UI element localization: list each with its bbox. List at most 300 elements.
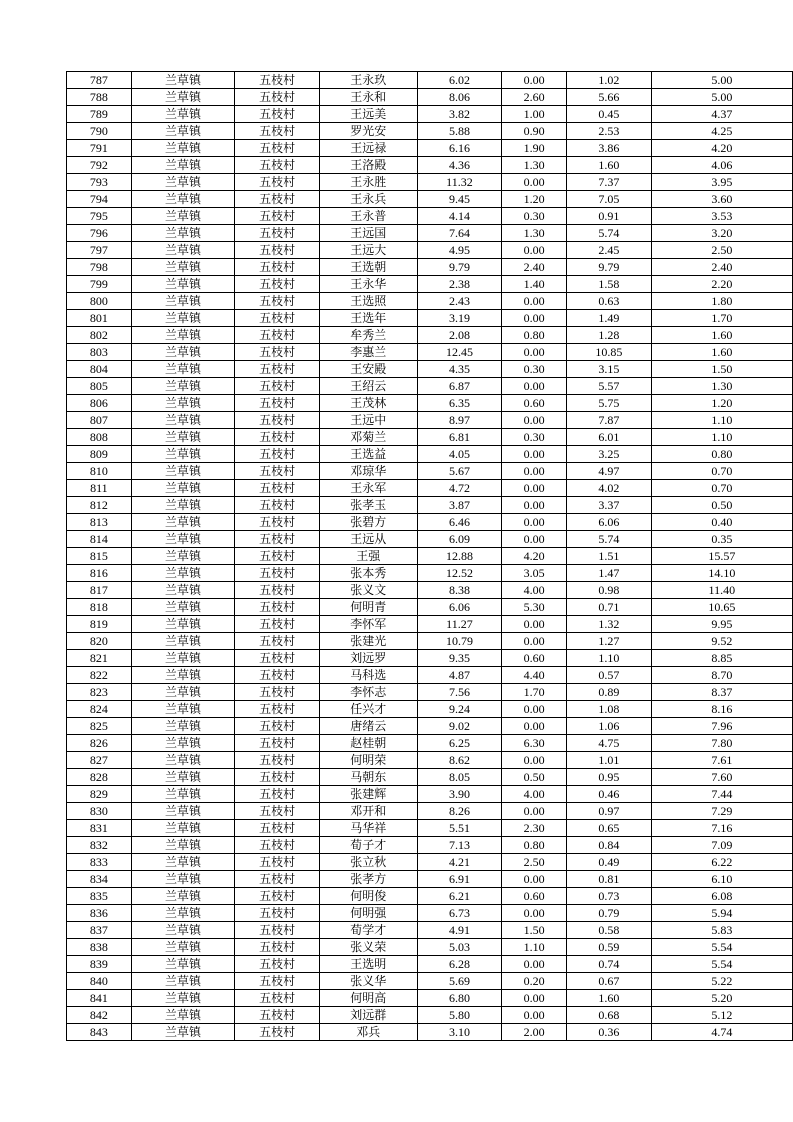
name-cell: 刘远群 <box>320 1007 418 1024</box>
value-b-cell: 1.20 <box>502 191 567 208</box>
value-c-cell: 0.58 <box>567 922 652 939</box>
town-cell: 兰草镇 <box>131 106 235 123</box>
value-c-cell: 3.15 <box>567 361 652 378</box>
village-cell: 五枝村 <box>235 140 320 157</box>
name-cell: 邓兵 <box>320 1024 418 1041</box>
row-number: 837 <box>67 922 132 939</box>
table-row <box>67 378 793 395</box>
value-a-cell: 6.21 <box>417 888 502 905</box>
village-cell: 五枝村 <box>235 599 320 616</box>
value-c-cell: 3.25 <box>567 446 652 463</box>
town-cell: 兰草镇 <box>131 582 235 599</box>
town-cell: 兰草镇 <box>131 718 235 735</box>
value-d-cell: 3.53 <box>651 208 792 225</box>
town-cell: 兰草镇 <box>131 990 235 1007</box>
value-b-cell: 0.00 <box>502 378 567 395</box>
village-cell: 五枝村 <box>235 548 320 565</box>
table-row <box>67 684 793 701</box>
village-cell: 五枝村 <box>235 633 320 650</box>
value-a-cell: 4.05 <box>417 446 502 463</box>
row-number: 832 <box>67 837 132 854</box>
value-b-cell: 3.05 <box>502 565 567 582</box>
table-row <box>67 514 793 531</box>
row-number: 821 <box>67 650 132 667</box>
town-cell: 兰草镇 <box>131 786 235 803</box>
table-row <box>67 157 793 174</box>
town-cell: 兰草镇 <box>131 242 235 259</box>
name-cell: 王选朝 <box>320 259 418 276</box>
row-number: 801 <box>67 310 132 327</box>
value-b-cell: 0.00 <box>502 905 567 922</box>
village-cell: 五枝村 <box>235 89 320 106</box>
table-row <box>67 803 793 820</box>
row-number: 806 <box>67 395 132 412</box>
value-c-cell: 5.74 <box>567 225 652 242</box>
value-a-cell: 12.88 <box>417 548 502 565</box>
value-d-cell: 1.10 <box>651 429 792 446</box>
row-number: 805 <box>67 378 132 395</box>
value-d-cell: 10.65 <box>651 599 792 616</box>
town-cell: 兰草镇 <box>131 769 235 786</box>
town-cell: 兰草镇 <box>131 854 235 871</box>
value-a-cell: 5.03 <box>417 939 502 956</box>
value-a-cell: 11.32 <box>417 174 502 191</box>
row-number: 795 <box>67 208 132 225</box>
village-cell: 五枝村 <box>235 786 320 803</box>
name-cell: 王远大 <box>320 242 418 259</box>
row-number: 835 <box>67 888 132 905</box>
value-b-cell: 2.30 <box>502 820 567 837</box>
value-b-cell: 0.20 <box>502 973 567 990</box>
value-b-cell: 4.00 <box>502 786 567 803</box>
value-b-cell: 0.00 <box>502 497 567 514</box>
row-number: 827 <box>67 752 132 769</box>
table-row <box>67 395 793 412</box>
value-c-cell: 3.86 <box>567 140 652 157</box>
row-number: 790 <box>67 123 132 140</box>
table-row <box>67 650 793 667</box>
name-cell: 马朝东 <box>320 769 418 786</box>
value-a-cell: 5.80 <box>417 1007 502 1024</box>
name-cell: 张本秀 <box>320 565 418 582</box>
value-d-cell: 4.74 <box>651 1024 792 1041</box>
value-a-cell: 2.08 <box>417 327 502 344</box>
value-a-cell: 6.16 <box>417 140 502 157</box>
town-cell: 兰草镇 <box>131 701 235 718</box>
value-c-cell: 0.73 <box>567 888 652 905</box>
village-cell: 五枝村 <box>235 225 320 242</box>
value-b-cell: 1.70 <box>502 684 567 701</box>
value-d-cell: 6.10 <box>651 871 792 888</box>
town-cell: 兰草镇 <box>131 378 235 395</box>
table-row <box>67 973 793 990</box>
value-c-cell: 5.74 <box>567 531 652 548</box>
village-cell: 五枝村 <box>235 735 320 752</box>
value-d-cell: 4.06 <box>651 157 792 174</box>
table-row <box>67 276 793 293</box>
town-cell: 兰草镇 <box>131 361 235 378</box>
value-b-cell: 4.40 <box>502 667 567 684</box>
value-c-cell: 1.27 <box>567 633 652 650</box>
name-cell: 荀子才 <box>320 837 418 854</box>
value-a-cell: 3.87 <box>417 497 502 514</box>
town-cell: 兰草镇 <box>131 667 235 684</box>
row-number: 817 <box>67 582 132 599</box>
table-row <box>67 769 793 786</box>
data-table <box>66 71 793 1041</box>
village-cell: 五枝村 <box>235 463 320 480</box>
town-cell: 兰草镇 <box>131 497 235 514</box>
table-row <box>67 531 793 548</box>
town-cell: 兰草镇 <box>131 973 235 990</box>
value-d-cell: 8.37 <box>651 684 792 701</box>
value-a-cell: 7.56 <box>417 684 502 701</box>
table-row <box>67 480 793 497</box>
row-number: 840 <box>67 973 132 990</box>
row-number: 804 <box>67 361 132 378</box>
name-cell: 赵桂朝 <box>320 735 418 752</box>
value-c-cell: 5.75 <box>567 395 652 412</box>
value-c-cell: 10.85 <box>567 344 652 361</box>
village-cell: 五枝村 <box>235 888 320 905</box>
value-a-cell: 6.87 <box>417 378 502 395</box>
value-c-cell: 5.66 <box>567 89 652 106</box>
table-row <box>67 310 793 327</box>
row-number: 800 <box>67 293 132 310</box>
town-cell: 兰草镇 <box>131 480 235 497</box>
value-d-cell: 4.20 <box>651 140 792 157</box>
name-cell: 邓开和 <box>320 803 418 820</box>
value-b-cell: 0.00 <box>502 480 567 497</box>
value-d-cell: 9.52 <box>651 633 792 650</box>
table-row <box>67 922 793 939</box>
village-cell: 五枝村 <box>235 769 320 786</box>
table-row <box>67 327 793 344</box>
village-cell: 五枝村 <box>235 684 320 701</box>
value-d-cell: 0.40 <box>651 514 792 531</box>
name-cell: 王永军 <box>320 480 418 497</box>
table-row <box>67 786 793 803</box>
value-a-cell: 12.52 <box>417 565 502 582</box>
town-cell: 兰草镇 <box>131 412 235 429</box>
value-a-cell: 6.80 <box>417 990 502 1007</box>
value-a-cell: 9.79 <box>417 259 502 276</box>
name-cell: 王永玖 <box>320 72 418 89</box>
value-a-cell: 3.82 <box>417 106 502 123</box>
village-cell: 五枝村 <box>235 531 320 548</box>
table-row <box>67 242 793 259</box>
table-body <box>67 72 793 1041</box>
village-cell: 五枝村 <box>235 752 320 769</box>
value-a-cell: 8.06 <box>417 89 502 106</box>
table-row <box>67 837 793 854</box>
town-cell: 兰草镇 <box>131 276 235 293</box>
town-cell: 兰草镇 <box>131 140 235 157</box>
value-b-cell: 1.10 <box>502 939 567 956</box>
value-a-cell: 6.09 <box>417 531 502 548</box>
row-number: 825 <box>67 718 132 735</box>
table-row <box>67 701 793 718</box>
value-c-cell: 1.32 <box>567 616 652 633</box>
name-cell: 王远从 <box>320 531 418 548</box>
village-cell: 五枝村 <box>235 480 320 497</box>
value-b-cell: 0.00 <box>502 72 567 89</box>
table-row <box>67 548 793 565</box>
table-row <box>67 412 793 429</box>
value-b-cell: 0.00 <box>502 871 567 888</box>
name-cell: 何明俊 <box>320 888 418 905</box>
name-cell: 张建辉 <box>320 786 418 803</box>
row-number: 797 <box>67 242 132 259</box>
row-number: 807 <box>67 412 132 429</box>
name-cell: 任兴才 <box>320 701 418 718</box>
value-b-cell: 6.30 <box>502 735 567 752</box>
value-c-cell: 7.87 <box>567 412 652 429</box>
value-b-cell: 1.00 <box>502 106 567 123</box>
value-c-cell: 1.58 <box>567 276 652 293</box>
name-cell: 罗光安 <box>320 123 418 140</box>
value-b-cell: 0.00 <box>502 412 567 429</box>
village-cell: 五枝村 <box>235 174 320 191</box>
town-cell: 兰草镇 <box>131 72 235 89</box>
value-b-cell: 0.00 <box>502 514 567 531</box>
village-cell: 五枝村 <box>235 157 320 174</box>
value-d-cell: 8.85 <box>651 650 792 667</box>
row-number: 842 <box>67 1007 132 1024</box>
value-b-cell: 0.60 <box>502 395 567 412</box>
value-a-cell: 6.28 <box>417 956 502 973</box>
name-cell: 王永胜 <box>320 174 418 191</box>
name-cell: 何明青 <box>320 599 418 616</box>
value-c-cell: 0.36 <box>567 1024 652 1041</box>
value-d-cell: 0.70 <box>651 480 792 497</box>
table-row <box>67 939 793 956</box>
village-cell: 五枝村 <box>235 956 320 973</box>
village-cell: 五枝村 <box>235 412 320 429</box>
row-number: 799 <box>67 276 132 293</box>
value-c-cell: 0.95 <box>567 769 652 786</box>
value-a-cell: 2.43 <box>417 293 502 310</box>
value-a-cell: 8.05 <box>417 769 502 786</box>
value-d-cell: 1.30 <box>651 378 792 395</box>
name-cell: 王远国 <box>320 225 418 242</box>
value-a-cell: 9.45 <box>417 191 502 208</box>
value-a-cell: 6.35 <box>417 395 502 412</box>
value-c-cell: 0.97 <box>567 803 652 820</box>
value-d-cell: 5.22 <box>651 973 792 990</box>
value-c-cell: 1.08 <box>567 701 652 718</box>
table-row <box>67 599 793 616</box>
value-c-cell: 0.63 <box>567 293 652 310</box>
row-number: 841 <box>67 990 132 1007</box>
value-a-cell: 7.64 <box>417 225 502 242</box>
value-d-cell: 1.60 <box>651 344 792 361</box>
value-d-cell: 8.70 <box>651 667 792 684</box>
row-number: 815 <box>67 548 132 565</box>
row-number: 793 <box>67 174 132 191</box>
value-b-cell: 1.30 <box>502 157 567 174</box>
value-a-cell: 3.10 <box>417 1024 502 1041</box>
value-d-cell: 1.70 <box>651 310 792 327</box>
value-c-cell: 1.02 <box>567 72 652 89</box>
town-cell: 兰草镇 <box>131 565 235 582</box>
value-a-cell: 9.35 <box>417 650 502 667</box>
name-cell: 王茂林 <box>320 395 418 412</box>
town-cell: 兰草镇 <box>131 650 235 667</box>
value-b-cell: 4.00 <box>502 582 567 599</box>
value-b-cell: 2.60 <box>502 89 567 106</box>
town-cell: 兰草镇 <box>131 752 235 769</box>
town-cell: 兰草镇 <box>131 735 235 752</box>
village-cell: 五枝村 <box>235 616 320 633</box>
value-d-cell: 5.12 <box>651 1007 792 1024</box>
value-d-cell: 1.20 <box>651 395 792 412</box>
value-a-cell: 9.24 <box>417 701 502 718</box>
village-cell: 五枝村 <box>235 973 320 990</box>
value-b-cell: 0.00 <box>502 344 567 361</box>
value-c-cell: 4.97 <box>567 463 652 480</box>
town-cell: 兰草镇 <box>131 327 235 344</box>
name-cell: 马科选 <box>320 667 418 684</box>
village-cell: 五枝村 <box>235 667 320 684</box>
table-row <box>67 752 793 769</box>
town-cell: 兰草镇 <box>131 123 235 140</box>
name-cell: 何明强 <box>320 905 418 922</box>
row-number: 818 <box>67 599 132 616</box>
value-a-cell: 4.72 <box>417 480 502 497</box>
row-number: 829 <box>67 786 132 803</box>
value-c-cell: 0.91 <box>567 208 652 225</box>
value-d-cell: 6.22 <box>651 854 792 871</box>
town-cell: 兰草镇 <box>131 157 235 174</box>
row-number: 812 <box>67 497 132 514</box>
village-cell: 五枝村 <box>235 344 320 361</box>
village-cell: 五枝村 <box>235 276 320 293</box>
town-cell: 兰草镇 <box>131 446 235 463</box>
village-cell: 五枝村 <box>235 820 320 837</box>
town-cell: 兰草镇 <box>131 89 235 106</box>
name-cell: 张孝玉 <box>320 497 418 514</box>
row-number: 823 <box>67 684 132 701</box>
name-cell: 王选益 <box>320 446 418 463</box>
value-c-cell: 7.05 <box>567 191 652 208</box>
value-b-cell: 0.00 <box>502 616 567 633</box>
value-b-cell: 0.00 <box>502 446 567 463</box>
value-d-cell: 3.20 <box>651 225 792 242</box>
value-a-cell: 6.81 <box>417 429 502 446</box>
value-a-cell: 4.87 <box>417 667 502 684</box>
value-a-cell: 10.79 <box>417 633 502 650</box>
value-a-cell: 4.21 <box>417 854 502 871</box>
value-c-cell: 6.01 <box>567 429 652 446</box>
value-c-cell: 1.47 <box>567 565 652 582</box>
table-row <box>67 1024 793 1041</box>
village-cell: 五枝村 <box>235 293 320 310</box>
row-number: 803 <box>67 344 132 361</box>
name-cell: 唐绪云 <box>320 718 418 735</box>
village-cell: 五枝村 <box>235 72 320 89</box>
row-number: 831 <box>67 820 132 837</box>
value-b-cell: 0.00 <box>502 293 567 310</box>
name-cell: 王永普 <box>320 208 418 225</box>
value-b-cell: 0.00 <box>502 531 567 548</box>
value-d-cell: 7.44 <box>651 786 792 803</box>
value-d-cell: 5.83 <box>651 922 792 939</box>
value-a-cell: 2.38 <box>417 276 502 293</box>
value-a-cell: 8.97 <box>417 412 502 429</box>
value-c-cell: 0.57 <box>567 667 652 684</box>
name-cell: 邓琼华 <box>320 463 418 480</box>
value-a-cell: 6.25 <box>417 735 502 752</box>
value-a-cell: 6.02 <box>417 72 502 89</box>
value-b-cell: 0.00 <box>502 1007 567 1024</box>
table-row <box>67 259 793 276</box>
table-row <box>67 72 793 89</box>
town-cell: 兰草镇 <box>131 633 235 650</box>
village-cell: 五枝村 <box>235 939 320 956</box>
value-d-cell: 2.50 <box>651 242 792 259</box>
village-cell: 五枝村 <box>235 361 320 378</box>
value-c-cell: 0.71 <box>567 599 652 616</box>
table-row <box>67 344 793 361</box>
village-cell: 五枝村 <box>235 497 320 514</box>
value-b-cell: 0.00 <box>502 990 567 1007</box>
value-c-cell: 1.10 <box>567 650 652 667</box>
value-d-cell: 4.37 <box>651 106 792 123</box>
value-c-cell: 0.46 <box>567 786 652 803</box>
value-a-cell: 3.19 <box>417 310 502 327</box>
value-b-cell: 0.00 <box>502 701 567 718</box>
row-number: 787 <box>67 72 132 89</box>
value-d-cell: 5.94 <box>651 905 792 922</box>
value-d-cell: 3.95 <box>651 174 792 191</box>
value-d-cell: 5.54 <box>651 956 792 973</box>
table-row <box>67 582 793 599</box>
name-cell: 张建光 <box>320 633 418 650</box>
row-number: 820 <box>67 633 132 650</box>
value-d-cell: 0.80 <box>651 446 792 463</box>
village-cell: 五枝村 <box>235 837 320 854</box>
value-d-cell: 5.00 <box>651 89 792 106</box>
row-number: 826 <box>67 735 132 752</box>
name-cell: 王强 <box>320 548 418 565</box>
value-d-cell: 1.80 <box>651 293 792 310</box>
value-a-cell: 5.69 <box>417 973 502 990</box>
value-b-cell: 1.40 <box>502 276 567 293</box>
town-cell: 兰草镇 <box>131 888 235 905</box>
village-cell: 五枝村 <box>235 429 320 446</box>
value-b-cell: 1.50 <box>502 922 567 939</box>
value-b-cell: 0.00 <box>502 174 567 191</box>
village-cell: 五枝村 <box>235 123 320 140</box>
value-d-cell: 7.61 <box>651 752 792 769</box>
value-c-cell: 0.59 <box>567 939 652 956</box>
table-row <box>67 820 793 837</box>
table-row <box>67 429 793 446</box>
table-row <box>67 293 793 310</box>
value-c-cell: 0.98 <box>567 582 652 599</box>
village-cell: 五枝村 <box>235 701 320 718</box>
value-d-cell: 8.16 <box>651 701 792 718</box>
village-cell: 五枝村 <box>235 242 320 259</box>
row-number: 843 <box>67 1024 132 1041</box>
town-cell: 兰草镇 <box>131 837 235 854</box>
value-d-cell: 5.00 <box>651 72 792 89</box>
table-row <box>67 718 793 735</box>
value-b-cell: 0.90 <box>502 123 567 140</box>
row-number: 810 <box>67 463 132 480</box>
value-b-cell: 0.80 <box>502 327 567 344</box>
